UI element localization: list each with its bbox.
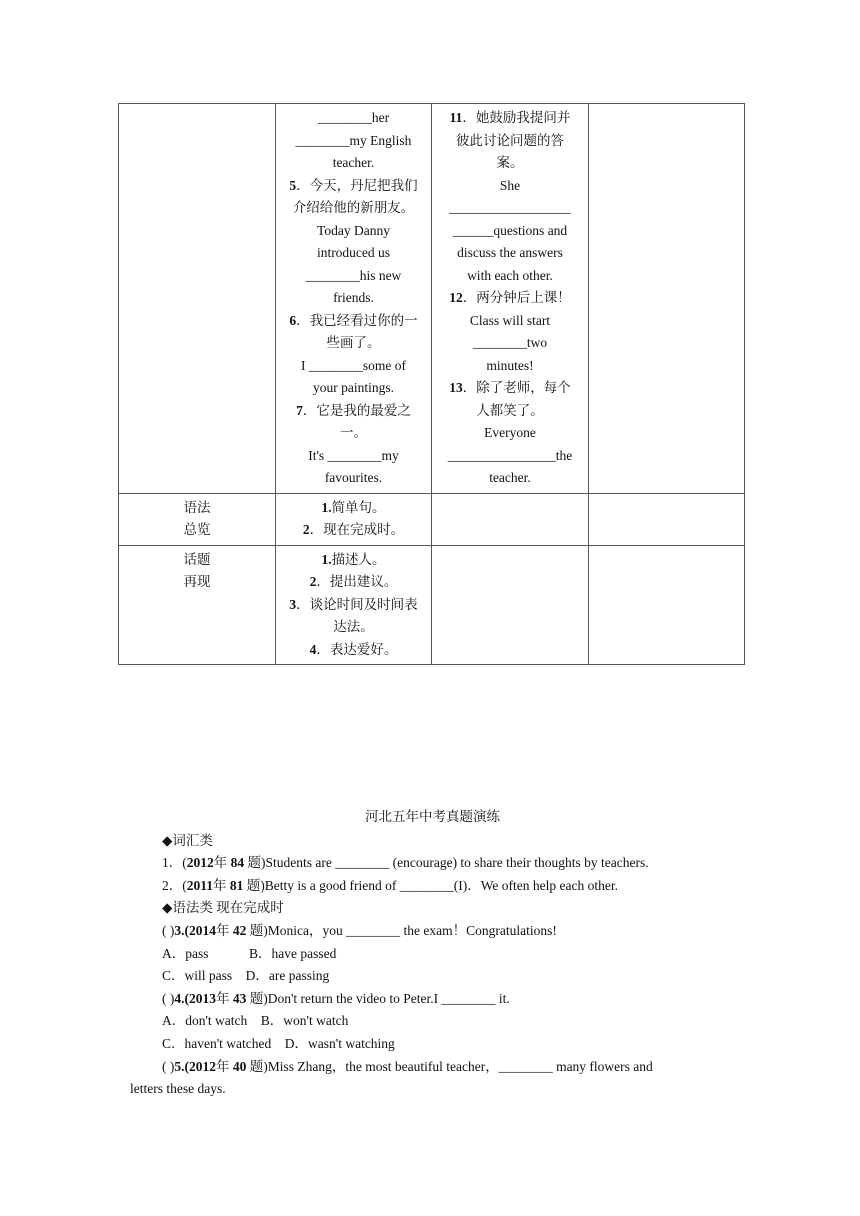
cell-line: ______questions and — [452, 222, 568, 238]
cell-line: ________her — [317, 110, 390, 125]
cell-line: teacher. — [332, 155, 375, 170]
cell-line: ________his new — [305, 267, 402, 283]
table-row-topics — [119, 545, 745, 665]
row1-sentences-col2 — [276, 104, 432, 494]
cell-line: 案。 — [496, 155, 524, 170]
cell-line: 7．它是我的最爱之 — [296, 402, 411, 418]
cell-line: 达法。 — [333, 619, 374, 634]
grammar-overview-items — [276, 493, 432, 545]
cell-line: 些画了。 — [326, 335, 381, 350]
cell-line: 11．她鼓励我提问并 — [449, 110, 571, 125]
cell-line: Class will start — [469, 312, 551, 328]
vocab-heading: ◆词汇类 — [162, 832, 213, 848]
question-3-options-ab: A．pass B．have passed — [162, 945, 337, 961]
cell-line: 12．两分钟后上课！ — [449, 290, 571, 305]
question-3: ( )3.(2014年 42 题)Monica，you ________ the exam！Congratulations! — [162, 922, 557, 938]
cell-line: She — [499, 177, 521, 193]
cell-line: 6．我已经看过你的一 — [289, 312, 418, 328]
cell-line: 4．表达爱好。 — [309, 641, 398, 657]
grammar-empty-cell-2 — [589, 493, 745, 545]
row1-label-cell — [119, 104, 276, 494]
cell-line: ________two — [472, 335, 548, 350]
question-4: ( )4.(2013年 43 题)Don't return the video to Peter.I ________ it. — [162, 990, 510, 1006]
cell-line: ________________the — [447, 447, 573, 463]
cell-line: your paintings. — [313, 380, 394, 395]
question-5-continued: letters these days. — [130, 1081, 226, 1097]
cell-line: I ________some of — [301, 357, 406, 373]
cell-line: 1.简单句。 — [321, 499, 386, 515]
table-row-grammar — [119, 493, 745, 545]
topic-empty-cell — [432, 545, 589, 665]
cell-line: minutes! — [486, 357, 534, 373]
cell-line: with each other. — [467, 267, 553, 283]
cell-line: 2．提出建议。 — [309, 574, 398, 589]
grammar-empty-cell — [432, 493, 589, 545]
cell-line: __________________ — [449, 200, 571, 215]
cell-line: 介绍给他的新朋友。 — [292, 200, 415, 215]
cell-line: 5．今天，丹尼把我们 — [289, 177, 418, 193]
cell-line: 一。 — [340, 425, 367, 440]
topic-review-items — [276, 545, 432, 665]
grammar-heading: ◆语法类 现在完成时 — [162, 900, 284, 916]
cell-line: Today Danny — [317, 222, 390, 238]
cell-line: It's ________my — [308, 447, 399, 463]
cell-line: favourites. — [324, 470, 383, 485]
topic-review-label: 话题 再现 — [119, 545, 276, 665]
question-1: 1．(2012年 84 题)Students are ________ (encourage) to share their thoughts by teachers. — [162, 855, 649, 871]
summary-table — [118, 103, 745, 665]
question-4-options-cd: C．haven't watched D．wasn't watching — [162, 1035, 395, 1051]
question-4-options-ab: A．don't watch B．won't watch — [162, 1013, 349, 1029]
cell-line: ________my English — [295, 132, 412, 148]
cell-line: friends. — [333, 290, 374, 305]
cell-line: teacher. — [489, 470, 531, 485]
row1-sentences-col3 — [432, 104, 589, 494]
cell-line: 3．谈论时间及时间表 — [289, 596, 418, 612]
answer-blank[interactable]: ( ) — [162, 922, 175, 938]
answer-blank[interactable]: ( ) — [162, 990, 175, 1006]
cell-line: 彼此讨论问题的答 — [456, 132, 564, 148]
cell-line: 13．除了老师，每个 — [449, 380, 571, 395]
row1-empty-cell — [589, 104, 745, 494]
practice-section — [130, 806, 735, 1101]
section-title: 河北五年中考真题演练 — [365, 809, 500, 824]
cell-line: 人都笑了。 — [476, 402, 544, 418]
grammar-overview-label: 语法 总览 — [119, 493, 276, 545]
answer-blank[interactable]: ( ) — [162, 1058, 175, 1074]
question-5: ( )5.(2012年 40 题)Miss Zhang，the most beautiful teacher，________ many flowers and — [162, 1058, 653, 1074]
cell-line: introduced us — [316, 245, 391, 260]
cell-line: discuss the answers — [457, 245, 563, 260]
topic-empty-cell-2 — [589, 545, 745, 665]
question-3-options-cd: C．will pass D．are passing — [162, 968, 330, 984]
question-2: 2．(2011年 81 题)Betty is a good friend of ________(I)．We often help each other. — [162, 877, 618, 893]
table-row-sentences — [119, 104, 745, 494]
cell-line: 1.描述人。 — [321, 551, 386, 567]
cell-line: Everyone — [484, 425, 536, 440]
cell-line: 2．现在完成时。 — [302, 522, 405, 537]
